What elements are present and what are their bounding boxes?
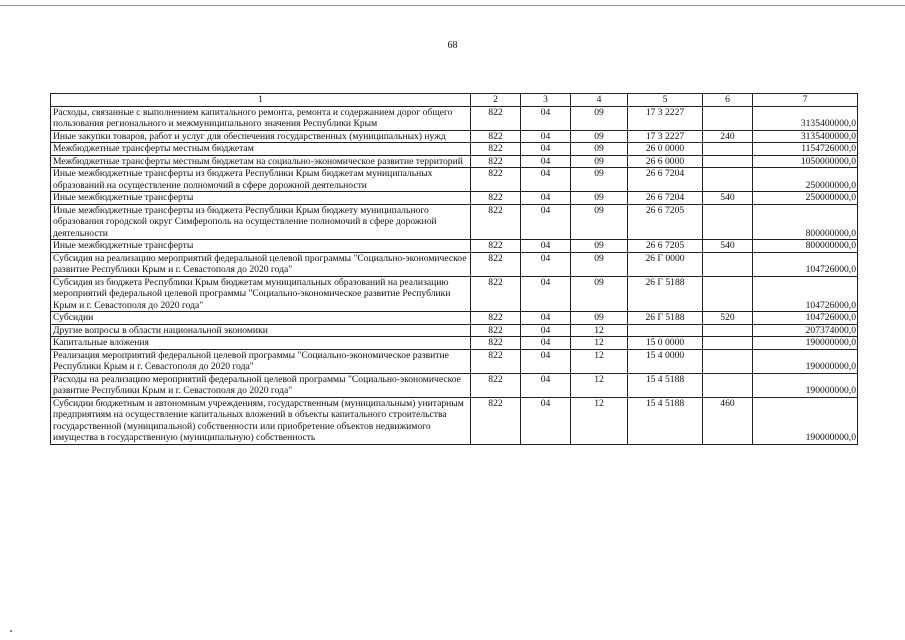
cell-c4: 09 — [571, 192, 628, 205]
cell-name: Иные межбюджетные трансферты из бюджета Республики Крым бюджетам муниципальных образований на осуществление полномочий в сфере дорожной деятельности — [51, 168, 471, 192]
cell-c4: 09 — [571, 312, 628, 325]
cell-c7: 190000000,0 — [753, 337, 858, 350]
header-col-3: 3 — [521, 94, 571, 107]
header-col-4: 4 — [571, 94, 628, 107]
table-row — [51, 349, 858, 373]
cell-name: Межбюджетные трансферты местным бюджетам — [51, 143, 471, 156]
budget-table — [50, 93, 858, 445]
header-col-2: 2 — [471, 94, 521, 107]
cell-c3: 04 — [521, 192, 571, 205]
table-row — [51, 240, 858, 253]
cell-c4: 12 — [571, 337, 628, 350]
cell-c7: 3135400000,0 — [753, 106, 858, 130]
cell-c3: 04 — [521, 130, 571, 143]
cell-c2: 822 — [471, 168, 521, 192]
table-row — [51, 373, 858, 397]
cell-c3: 04 — [521, 349, 571, 373]
cell-c5: 15 4 5188 — [628, 373, 703, 397]
cell-c6: 520 — [703, 312, 753, 325]
cell-c4: 09 — [571, 204, 628, 240]
cell-c2: 822 — [471, 276, 521, 312]
cell-c2: 822 — [471, 337, 521, 350]
cell-c6: 460 — [703, 397, 753, 444]
cell-c6 — [703, 324, 753, 337]
cell-c5: 15 4 5188 — [628, 397, 703, 444]
cell-name: Другие вопросы в области национальной экономики — [51, 324, 471, 337]
top-border-line — [0, 5, 905, 6]
cell-c7: 3135400000,0 — [753, 130, 858, 143]
cell-name: Реализация мероприятий федеральной целевой программы "Социально-экономическое развитие Республики Крым и г. Севастополя до 2020 года" — [51, 349, 471, 373]
cell-c4: 12 — [571, 349, 628, 373]
cell-name: Иные закупки товаров, работ и услуг для обеспечения государственных (муниципальных) нужд — [51, 130, 471, 143]
cell-name: Субсидия на реализацию мероприятий федеральной целевой программы "Социально-экономическое развитие Республики Крым и г. Севастополя до 2020 года" — [51, 252, 471, 276]
cell-c7: 1050000000,0 — [753, 155, 858, 168]
table-row — [51, 324, 858, 337]
cell-name: Иные межбюджетные трансферты — [51, 192, 471, 205]
cell-c6: 240 — [703, 130, 753, 143]
cell-c3: 04 — [521, 397, 571, 444]
table-row — [51, 397, 858, 444]
cell-c3: 04 — [521, 143, 571, 156]
cell-c5: 17 3 2227 — [628, 106, 703, 130]
cell-c4: 12 — [571, 397, 628, 444]
cell-c5: 26 6 7204 — [628, 168, 703, 192]
table-row — [51, 130, 858, 143]
cell-c3: 04 — [521, 324, 571, 337]
cell-c5 — [628, 324, 703, 337]
cell-c6 — [703, 276, 753, 312]
cell-c6 — [703, 168, 753, 192]
cell-c6 — [703, 155, 753, 168]
cell-c5: 26 6 7205 — [628, 204, 703, 240]
cell-c7: 800000000,0 — [753, 240, 858, 253]
cell-name: Расходы на реализацию мероприятий федеральной целевой программы "Социально-экономическое развитие Республики Крым и г. Севастополя до 2020 года" — [51, 373, 471, 397]
cell-c6 — [703, 337, 753, 350]
cell-c7: 250000000,0 — [753, 192, 858, 205]
table-row — [51, 192, 858, 205]
header-col-6: 6 — [703, 94, 753, 107]
cell-c2: 822 — [471, 192, 521, 205]
table-row — [51, 204, 858, 240]
cell-c6 — [703, 373, 753, 397]
cell-name: Иные межбюджетные трансферты — [51, 240, 471, 253]
cell-c5: 26 Г 0000 — [628, 252, 703, 276]
cell-name: Межбюджетные трансферты местным бюджетам на социально-экономическое развитие территорий — [51, 155, 471, 168]
cell-c3: 04 — [521, 155, 571, 168]
table-row — [51, 143, 858, 156]
cell-c7: 190000000,0 — [753, 373, 858, 397]
header-col-7: 7 — [753, 94, 858, 107]
cell-c5: 15 0 0000 — [628, 337, 703, 350]
cell-c7: 250000000,0 — [753, 168, 858, 192]
cell-c3: 04 — [521, 373, 571, 397]
cell-c2: 822 — [471, 240, 521, 253]
cell-c6: 540 — [703, 192, 753, 205]
cell-c2: 822 — [471, 324, 521, 337]
cell-c5: 26 Г 5188 — [628, 312, 703, 325]
cell-c2: 822 — [471, 106, 521, 130]
cell-c5: 15 4 0000 — [628, 349, 703, 373]
cell-c3: 04 — [521, 240, 571, 253]
cell-c3: 04 — [521, 312, 571, 325]
cell-c7: 190000000,0 — [753, 349, 858, 373]
cell-c3: 04 — [521, 106, 571, 130]
header-row — [51, 94, 858, 107]
cell-c7: 104726000,0 — [753, 312, 858, 325]
table-row — [51, 155, 858, 168]
header-col-1: 1 — [51, 94, 471, 107]
cell-c6 — [703, 252, 753, 276]
cell-c7: 104726000,0 — [753, 252, 858, 276]
cell-c7: 104726000,0 — [753, 276, 858, 312]
table-row — [51, 252, 858, 276]
cell-c4: 09 — [571, 106, 628, 130]
page-number: 68 — [447, 40, 458, 51]
cell-c3: 04 — [521, 168, 571, 192]
cell-c2: 822 — [471, 349, 521, 373]
cell-name: Субсидии бюджетным и автономным учреждениям, государственным (муниципальным) унитарным предприятиям на осуществление капитальных вложений в объекты капитального строительства государственной (муниципальной) собственности или приобретение объектов недвижимого имущества в государственную (муниципальную) собственность — [51, 397, 471, 444]
cell-c4: 09 — [571, 143, 628, 156]
cell-c5: 26 6 0000 — [628, 155, 703, 168]
table-row — [51, 337, 858, 350]
cell-c4: 09 — [571, 168, 628, 192]
cell-c4: 12 — [571, 373, 628, 397]
cell-c2: 822 — [471, 373, 521, 397]
scan-mark — [10, 630, 12, 632]
table-row — [51, 312, 858, 325]
cell-name: Иные межбюджетные трансферты из бюджета Республики Крым бюджету муниципального образования городской округ Симферополь на осуществление полномочий в сфере дорожной деятельности — [51, 204, 471, 240]
cell-c7: 207374000,0 — [753, 324, 858, 337]
table-row — [51, 276, 858, 312]
cell-c4: 09 — [571, 130, 628, 143]
cell-c4: 09 — [571, 240, 628, 253]
table-row — [51, 106, 858, 130]
cell-c2: 822 — [471, 143, 521, 156]
cell-name: Капитальные вложения — [51, 337, 471, 350]
cell-c5: 17 3 2227 — [628, 130, 703, 143]
cell-c4: 12 — [571, 324, 628, 337]
cell-c5: 26 6 7205 — [628, 240, 703, 253]
cell-name: Расходы, связанные с выполнением капитального ремонта, ремонта и содержанием дорог общего пользования регионального и межмуниципального значения Республики Крым — [51, 106, 471, 130]
cell-c2: 822 — [471, 130, 521, 143]
cell-c2: 822 — [471, 312, 521, 325]
cell-c7: 190000000,0 — [753, 397, 858, 444]
cell-name: Субсидии — [51, 312, 471, 325]
header-col-5: 5 — [628, 94, 703, 107]
cell-c6 — [703, 106, 753, 130]
cell-c7: 1154726000,0 — [753, 143, 858, 156]
cell-c5: 26 Г 5188 — [628, 276, 703, 312]
cell-c2: 822 — [471, 252, 521, 276]
cell-c6: 540 — [703, 240, 753, 253]
cell-c2: 822 — [471, 204, 521, 240]
cell-c6 — [703, 143, 753, 156]
cell-c7: 800000000,0 — [753, 204, 858, 240]
cell-c3: 04 — [521, 204, 571, 240]
cell-c2: 822 — [471, 155, 521, 168]
cell-name: Субсидия из бюджета Республики Крым бюджетам муниципальных образований на реализацию мероприятий федеральной целевой программы "Социально-экономическое развитие Республики Крым и г. Севастополя до 2020 года" — [51, 276, 471, 312]
cell-c3: 04 — [521, 337, 571, 350]
cell-c5: 26 0 0000 — [628, 143, 703, 156]
cell-c6 — [703, 349, 753, 373]
cell-c4: 09 — [571, 155, 628, 168]
cell-c4: 09 — [571, 276, 628, 312]
cell-c2: 822 — [471, 397, 521, 444]
cell-c3: 04 — [521, 276, 571, 312]
cell-c3: 04 — [521, 252, 571, 276]
cell-c6 — [703, 204, 753, 240]
cell-c5: 26 6 7204 — [628, 192, 703, 205]
cell-c4: 09 — [571, 252, 628, 276]
table-row — [51, 168, 858, 192]
